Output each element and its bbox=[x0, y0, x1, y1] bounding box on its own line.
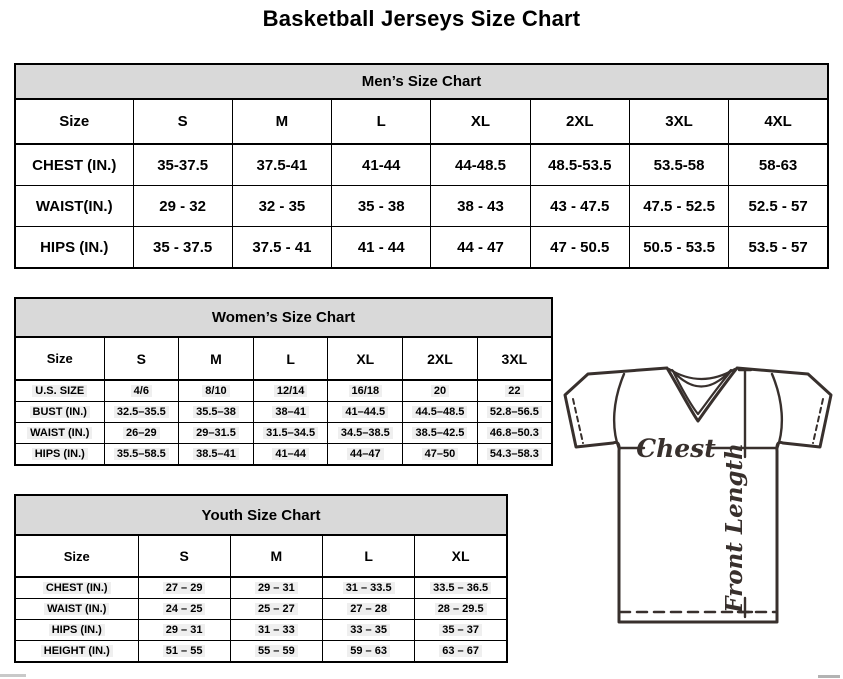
youth-height-cell bbox=[230, 641, 322, 663]
cell-text: 28 – 29.5 bbox=[435, 603, 487, 615]
womens-col-header: L bbox=[253, 337, 328, 380]
cell-text: 8/10 bbox=[202, 385, 229, 397]
mens-col-header: XL bbox=[431, 99, 530, 144]
cell-text: 51 – 55 bbox=[163, 645, 206, 657]
womens-bust-cell bbox=[253, 402, 328, 423]
mens-chest-cell: 53.5-58 bbox=[629, 144, 728, 186]
mens-chest-cell: 35-37.5 bbox=[133, 144, 232, 186]
womens-ussize-cell bbox=[403, 380, 478, 402]
womens-hips-cell bbox=[477, 444, 552, 466]
mens-col-header: 2XL bbox=[530, 99, 629, 144]
mens-chest-cell: 58-63 bbox=[729, 144, 828, 186]
youth-size-table bbox=[14, 494, 508, 663]
womens-waist-cell bbox=[104, 423, 179, 444]
mens-hips-cell: 35 - 37.5 bbox=[133, 227, 232, 269]
cell-text: 20 bbox=[431, 385, 449, 397]
cell-text: 26–29 bbox=[123, 427, 160, 439]
womens-bust-cell bbox=[477, 402, 552, 423]
mens-size-label: Size bbox=[15, 99, 133, 144]
womens-hips-cell bbox=[328, 444, 403, 466]
mens-hips-cell: 44 - 47 bbox=[431, 227, 530, 269]
youth-height-cell bbox=[415, 641, 507, 663]
womens-col-header: 2XL bbox=[403, 337, 478, 380]
jersey-outline bbox=[565, 368, 831, 622]
womens-waist-cell bbox=[328, 423, 403, 444]
youth-row-label-hips bbox=[15, 620, 138, 641]
youth-row-label-chest bbox=[15, 577, 138, 599]
womens-hips-cell bbox=[403, 444, 478, 466]
cell-text: 29–31.5 bbox=[193, 427, 239, 439]
youth-col-header: L bbox=[323, 535, 415, 577]
youth-height-cell bbox=[138, 641, 230, 663]
cell-text: 52.8–56.5 bbox=[487, 406, 542, 418]
cell-text: 32.5–35.5 bbox=[114, 406, 169, 418]
womens-hips-cell bbox=[179, 444, 254, 466]
mens-waist-cell: 38 - 43 bbox=[431, 186, 530, 227]
womens-bust-cell bbox=[104, 402, 179, 423]
cell-text: 12/14 bbox=[274, 385, 308, 397]
youth-col-header: M bbox=[230, 535, 322, 577]
womens-hips-cell bbox=[104, 444, 179, 466]
womens-chart-title: Women’s Size Chart bbox=[15, 298, 552, 337]
cell-text: 4/6 bbox=[131, 385, 152, 397]
mens-col-header: 4XL bbox=[729, 99, 828, 144]
youth-hips-cell bbox=[138, 620, 230, 641]
youth-row-label-height bbox=[15, 641, 138, 663]
cell-text: 27 – 28 bbox=[347, 603, 390, 615]
mens-waist-cell: 29 - 32 bbox=[133, 186, 232, 227]
cell-text: 55 – 59 bbox=[255, 645, 298, 657]
youth-chart-title: Youth Size Chart bbox=[15, 495, 507, 535]
womens-ussize-cell bbox=[477, 380, 552, 402]
youth-height-cell bbox=[323, 641, 415, 663]
cell-text: 27 – 29 bbox=[163, 582, 206, 594]
womens-waist-cell bbox=[477, 423, 552, 444]
womens-col-header: XL bbox=[328, 337, 403, 380]
youth-size-label: Size bbox=[15, 535, 138, 577]
youth-hips-cell bbox=[323, 620, 415, 641]
womens-row-label-hips bbox=[15, 444, 104, 466]
cell-text: 38.5–41 bbox=[193, 448, 239, 460]
cell-text: HIPS (IN.) bbox=[49, 624, 105, 636]
cell-text: 31 – 33.5 bbox=[343, 582, 395, 594]
mens-hips-cell: 47 - 50.5 bbox=[530, 227, 629, 269]
left-sleeve-seam bbox=[614, 374, 624, 449]
youth-chest-cell bbox=[230, 577, 322, 599]
cell-text: 47–50 bbox=[422, 448, 459, 460]
womens-col-header: M bbox=[179, 337, 254, 380]
cell-text: 63 – 67 bbox=[439, 645, 482, 657]
womens-row-label-bust bbox=[15, 402, 104, 423]
mens-waist-cell: 35 - 38 bbox=[332, 186, 431, 227]
jersey-diagram bbox=[555, 355, 843, 645]
mens-hips-cell: 50.5 - 53.5 bbox=[629, 227, 728, 269]
mens-hips-cell: 37.5 - 41 bbox=[232, 227, 331, 269]
womens-size-table bbox=[14, 297, 553, 466]
cell-text: 35.5–58.5 bbox=[114, 448, 169, 460]
mens-col-header: L bbox=[332, 99, 431, 144]
youth-waist-cell bbox=[415, 599, 507, 620]
mens-row-label-waist: WAIST(IN.) bbox=[15, 186, 133, 227]
mens-col-header: M bbox=[232, 99, 331, 144]
womens-ussize-cell bbox=[179, 380, 254, 402]
cell-text: 59 – 63 bbox=[347, 645, 390, 657]
mens-chart-title: Men’s Size Chart bbox=[15, 64, 828, 99]
cell-text: 31 – 33 bbox=[255, 624, 298, 636]
mens-col-header: 3XL bbox=[629, 99, 728, 144]
cell-text: 44–47 bbox=[347, 448, 384, 460]
womens-ussize-cell bbox=[253, 380, 328, 402]
womens-row-label-ussize bbox=[15, 380, 104, 402]
mens-waist-cell: 43 - 47.5 bbox=[530, 186, 629, 227]
cell-text: 41–44.5 bbox=[342, 406, 388, 418]
cell-text: WAIST (IN.) bbox=[27, 427, 92, 439]
womens-ussize-cell bbox=[104, 380, 179, 402]
cell-text: 16/18 bbox=[349, 385, 383, 397]
cell-text: 35 – 37 bbox=[439, 624, 482, 636]
mens-chest-cell: 44-48.5 bbox=[431, 144, 530, 186]
youth-waist-cell bbox=[323, 599, 415, 620]
youth-col-header: XL bbox=[415, 535, 507, 577]
youth-chest-cell bbox=[323, 577, 415, 599]
cell-text: 38.5–42.5 bbox=[412, 427, 467, 439]
womens-col-header: 3XL bbox=[477, 337, 552, 380]
page-title: Basketball Jerseys Size Chart bbox=[262, 6, 581, 31]
front-length-label: Front Length bbox=[721, 443, 748, 613]
mens-chest-cell: 48.5-53.5 bbox=[530, 144, 629, 186]
mens-hips-cell: 41 - 44 bbox=[332, 227, 431, 269]
youth-col-header: S bbox=[138, 535, 230, 577]
youth-waist-cell bbox=[138, 599, 230, 620]
womens-waist-cell bbox=[253, 423, 328, 444]
mens-chest-cell: 37.5-41 bbox=[232, 144, 331, 186]
cell-text: 25 – 27 bbox=[255, 603, 298, 615]
mens-waist-cell: 52.5 - 57 bbox=[729, 186, 828, 227]
cell-text: 22 bbox=[505, 385, 523, 397]
cell-text: 33.5 – 36.5 bbox=[430, 582, 491, 594]
womens-waist-cell bbox=[179, 423, 254, 444]
cell-text: 46.8–50.3 bbox=[487, 427, 542, 439]
cell-text: BUST (IN.) bbox=[30, 406, 90, 418]
chest-label: Chest bbox=[636, 434, 716, 463]
cell-text: 31.5–34.5 bbox=[263, 427, 318, 439]
youth-waist-cell bbox=[230, 599, 322, 620]
cell-text: 29 – 31 bbox=[255, 582, 298, 594]
mens-waist-cell: 32 - 35 bbox=[232, 186, 331, 227]
youth-row-label-waist bbox=[15, 599, 138, 620]
womens-bust-cell bbox=[328, 402, 403, 423]
cell-text: HIPS (IN.) bbox=[32, 448, 88, 460]
mens-chest-cell: 41-44 bbox=[332, 144, 431, 186]
womens-waist-cell bbox=[403, 423, 478, 444]
youth-chest-cell bbox=[138, 577, 230, 599]
womens-size-label: Size bbox=[15, 337, 104, 380]
youth-chest-cell bbox=[415, 577, 507, 599]
cell-text: 38–41 bbox=[272, 406, 309, 418]
cell-text: 24 – 25 bbox=[163, 603, 206, 615]
cell-text: U.S. SIZE bbox=[32, 385, 87, 397]
cell-text: HEIGHT (IN.) bbox=[41, 645, 113, 657]
mens-waist-cell: 47.5 - 52.5 bbox=[629, 186, 728, 227]
cell-text: 34.5–38.5 bbox=[338, 427, 393, 439]
mens-hips-cell: 53.5 - 57 bbox=[729, 227, 828, 269]
mens-row-label-hips: HIPS (IN.) bbox=[15, 227, 133, 269]
cell-text: 33 – 35 bbox=[347, 624, 390, 636]
horizontal-scrollbar-fragment-left[interactable] bbox=[0, 674, 26, 677]
mens-col-header: S bbox=[133, 99, 232, 144]
womens-hips-cell bbox=[253, 444, 328, 466]
cell-text: 29 – 31 bbox=[163, 624, 206, 636]
right-sleeve-seam bbox=[772, 374, 782, 449]
cell-text: 54.3–58.3 bbox=[487, 448, 542, 460]
youth-hips-cell bbox=[230, 620, 322, 641]
mens-size-table bbox=[14, 63, 829, 269]
womens-col-header: S bbox=[104, 337, 179, 380]
womens-ussize-cell bbox=[328, 380, 403, 402]
womens-bust-cell bbox=[179, 402, 254, 423]
cell-text: 41–44 bbox=[272, 448, 309, 460]
womens-bust-cell bbox=[403, 402, 478, 423]
mens-row-label-chest: CHEST (IN.) bbox=[15, 144, 133, 186]
horizontal-scrollbar-fragment-right[interactable] bbox=[818, 675, 840, 678]
cell-text: WAIST (IN.) bbox=[44, 603, 109, 615]
youth-hips-cell bbox=[415, 620, 507, 641]
cell-text: CHEST (IN.) bbox=[43, 582, 111, 594]
cell-text: 35.5–38 bbox=[193, 406, 239, 418]
cell-text: 44.5–48.5 bbox=[412, 406, 467, 418]
womens-row-label-waist bbox=[15, 423, 104, 444]
